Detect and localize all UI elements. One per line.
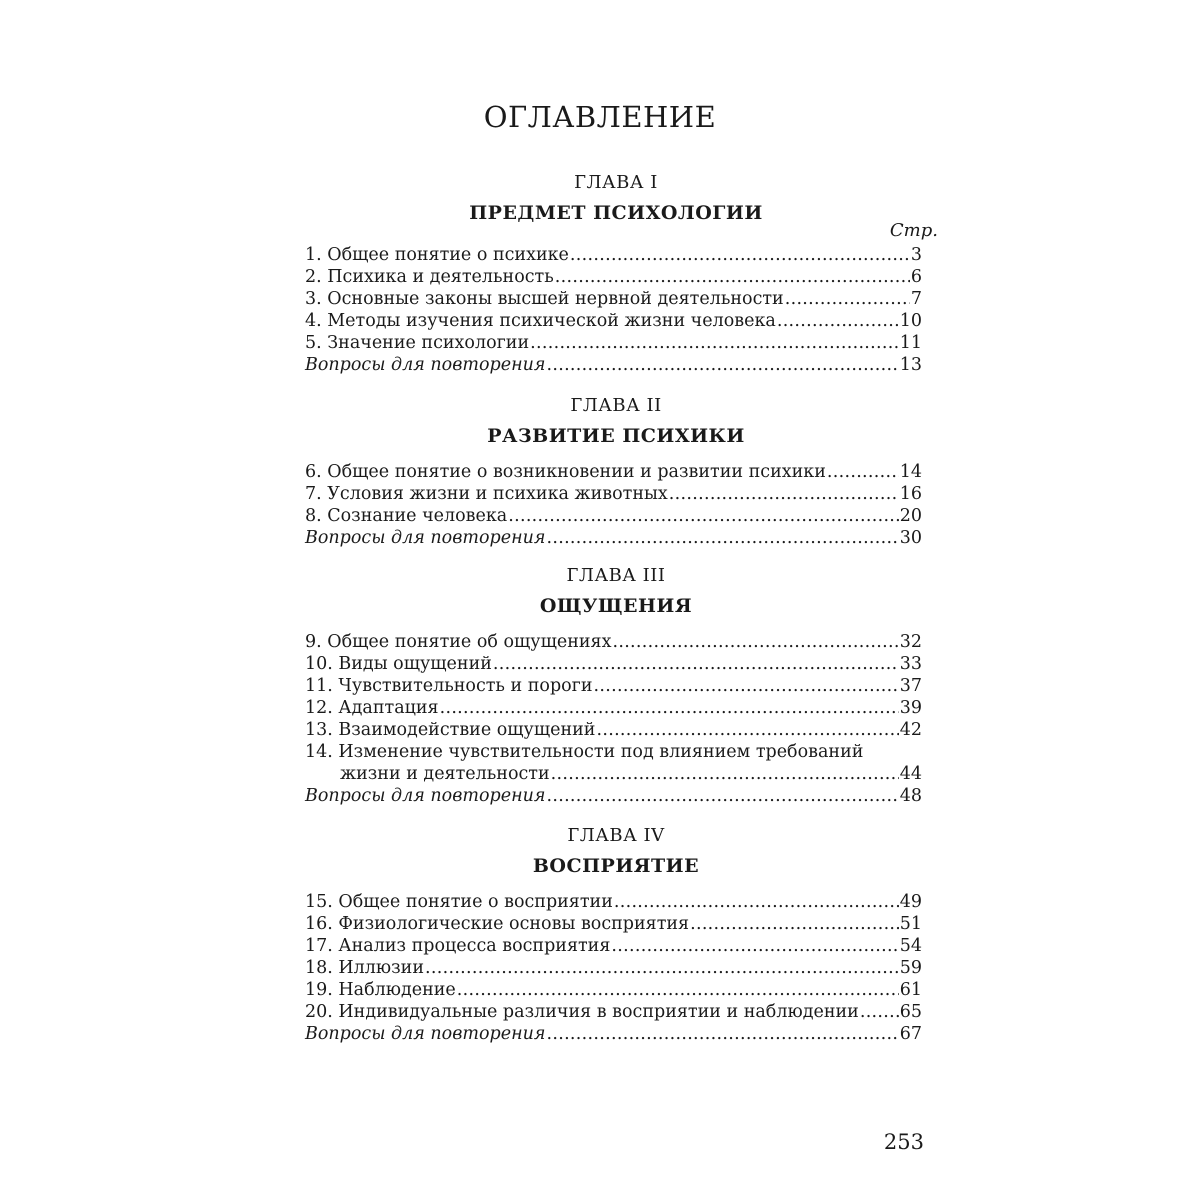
toc-entry[interactable]: 14. Изменение чувствительности под влиянием требований жизни и деятельности ..... 44 — [305, 741, 922, 785]
toc-entry-review[interactable]: Вопросы для повторения ..... 13 — [305, 354, 922, 376]
chapter-2-toc — [305, 461, 922, 549]
chapter-3-toc — [305, 631, 922, 807]
chapter-1-label: ГЛАВА I — [574, 172, 658, 193]
toc-entry[interactable]: 7. Условия жизни и психика животных ..... 16 — [305, 483, 922, 505]
toc-entry[interactable]: 15. Общее понятие о восприятии ..... 49 — [305, 891, 922, 913]
toc-entry[interactable]: 3. Основные законы высшей нервной деятельности ..... 7 — [305, 288, 922, 310]
page-title: ОГЛАВЛЕНИЕ — [483, 100, 717, 134]
chapter-2-name: РАЗВИТИЕ ПСИХИКИ — [487, 425, 745, 447]
toc-entry[interactable]: 6. Общее понятие о возникновении и развитии психики ..... 14 — [305, 461, 922, 483]
toc-entry[interactable]: 1. Общее понятие о психике ..... 3 — [305, 244, 922, 266]
toc-entry[interactable]: 4. Методы изучения психической жизни человека ..... 10 — [305, 310, 922, 332]
toc-entry-review[interactable]: Вопросы для повторения ..... 48 — [305, 785, 922, 807]
chapter-4-toc — [305, 891, 922, 1045]
toc-entry[interactable]: 8. Сознание человека ..... 20 — [305, 505, 922, 527]
page-number: 253 — [883, 1130, 924, 1154]
toc-entry[interactable]: 18. Иллюзии ..... 59 — [305, 957, 922, 979]
toc-entry[interactable]: 20. Индивидуальные различия в восприятии и наблюдении ..... 65 — [305, 1001, 922, 1023]
toc-entry[interactable]: 13. Взаимодействие ощущений ..... 42 — [305, 719, 922, 741]
chapter-4-label: ГЛАВА IV — [567, 825, 665, 846]
chapter-1-toc — [305, 244, 922, 376]
toc-entry[interactable]: 19. Наблюдение ..... 61 — [305, 979, 922, 1001]
toc-entry[interactable]: 9. Общее понятие об ощущениях ..... 32 — [305, 631, 922, 653]
toc-entry[interactable]: 10. Виды ощущений ..... 33 — [305, 653, 922, 675]
toc-entry[interactable]: 2. Психика и деятельность ..... 6 — [305, 266, 922, 288]
page-column-label: Стр. — [889, 220, 938, 241]
toc-entry[interactable]: 11. Чувствительность и пороги ..... 37 — [305, 675, 922, 697]
toc-entry[interactable]: 5. Значение психологии ..... 11 — [305, 332, 922, 354]
chapter-3-name: ОЩУЩЕНИЯ — [539, 595, 693, 617]
chapter-4-name: ВОСПРИЯТИЕ — [532, 855, 700, 877]
toc-entry[interactable]: 17. Анализ процесса восприятия ..... 54 — [305, 935, 922, 957]
toc-entry[interactable]: 12. Адаптация ..... 39 — [305, 697, 922, 719]
chapter-3-label: ГЛАВА III — [566, 565, 666, 586]
chapter-2-label: ГЛАВА II — [570, 395, 662, 416]
toc-entry[interactable]: 16. Физиологические основы восприятия ..... 51 — [305, 913, 922, 935]
toc-entry-review[interactable]: Вопросы для повторения ..... 67 — [305, 1023, 922, 1045]
toc-entry-review[interactable]: Вопросы для повторения ..... 30 — [305, 527, 922, 549]
chapter-1-name: ПРЕДМЕТ ПСИХОЛОГИИ — [469, 202, 763, 224]
